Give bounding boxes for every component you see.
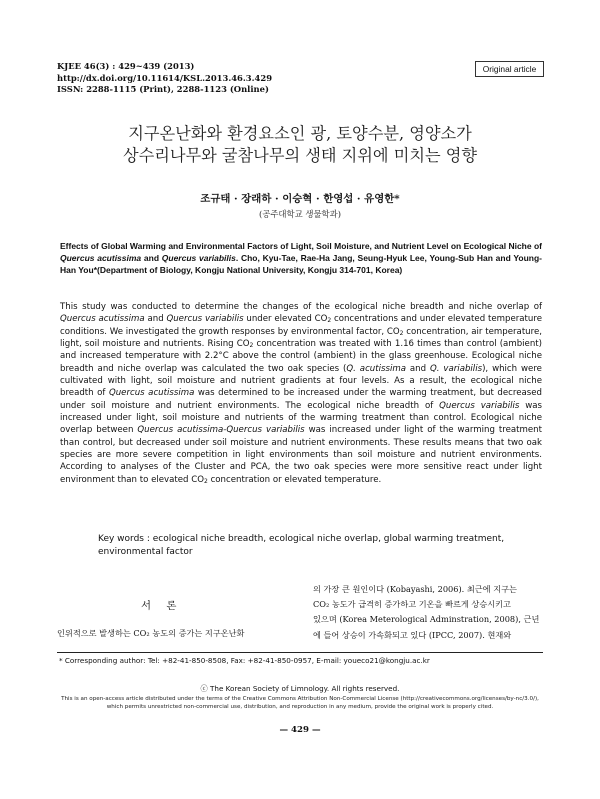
abstract xyxy=(60,301,542,486)
abstract-text: concentration was treated with 1.16 times than control (ambient) and increased temperature with 2.2°C above the control (ambient) in the glass greenhouse. Ecological niche breadth and niche overlap was calculated the two oak species ( xyxy=(60,339,542,374)
abstract-text: ), which were cultivated with light, soil moisture and nutrient gradients at four levels. As a result, the ecological niche breadth of xyxy=(60,363,542,399)
species-variabilis: Quercus variabilis xyxy=(161,253,236,264)
abstract-text: was increased under light of the warming treatment than control, but decreased under soil moisture and nutrient environments. These results means that two oak species are more severe competition in light environments than soil moisture and nutrient environments. According to analyses of the Cluster and PCA, the two oak species were more sensitive react under light environment than to elevated CO xyxy=(60,425,542,485)
abstract-text: concentrations and under elevated temperature conditions. We investigated the growth responses by environmental factor, CO xyxy=(60,314,542,337)
footnote-divider xyxy=(57,652,543,653)
license-line: This is an open-access article distributed under the terms of the Creative Commons Attribution Non-Commercial License (http://creativecommons.org/licenses/by-nc/3.0/), xyxy=(61,696,539,702)
license-notice xyxy=(40,695,560,711)
intro-left-column: 인위적으로 발생하는 CO₂ 농도의 증가는 지구온난화 xyxy=(57,628,245,638)
journal-volume: KJEE 46(3) : 429~439 (2013) xyxy=(57,61,195,71)
keywords-text: ecological niche breadth, ecological niche overlap, global warming treatment, environmental factor xyxy=(98,534,505,557)
english-citation-part1: Effects of Global Warming and Environmental Factors of Light, Soil Moisture, and Nutrient Level on Ecological Niche of xyxy=(60,241,542,251)
species-acutissima: Quercus acutissima xyxy=(60,253,142,264)
species-name: Q. variabilis xyxy=(430,363,483,374)
intro-right-column xyxy=(313,582,543,643)
abstract-text: and xyxy=(405,363,430,374)
abstract-text: under elevated CO xyxy=(243,314,328,325)
abstract-text: concentration, air temperature, light, soil moisture and nutrients. Rising CO xyxy=(60,326,542,350)
species-name: Quercus acutissima xyxy=(108,388,195,399)
abstract-text: was increased under light, soil moisture and nutrients of the warming treatment than control. Ecological niche overlap between xyxy=(60,400,543,436)
subscript: 2 xyxy=(249,342,254,350)
abstract-text: was determined to be increased under the warming treatment, but decreased under soil moisture and nutrient environments. The ecological niche breadth of xyxy=(60,388,543,411)
species-name: Q. acutissima xyxy=(346,363,406,374)
english-citation-and: and xyxy=(141,253,162,264)
species-name: Quercus variabilis xyxy=(439,400,520,411)
english-citation xyxy=(60,240,542,277)
subscript: 2 xyxy=(327,317,332,325)
korean-title xyxy=(30,123,570,167)
journal-meta xyxy=(57,61,272,96)
journal-doi[interactable]: http://dx.doi.org/10.11614/KSL.2013.46.3.429 xyxy=(57,72,273,83)
english-citation-part2: . Cho, Kyu-Tae, Rae-Ha Jang, Seung-Hyuk Lee, Young-Sub Han and Young-Han You*(Department of Biology, Kongju National University, Kongju 314-701, Korea) xyxy=(60,253,542,276)
abstract-text: This study was conducted to determine the changes of the ecological niche breadth and niche overlap of xyxy=(60,302,542,312)
species-name: Quercus variabilis xyxy=(166,314,244,325)
subscript: 2 xyxy=(204,477,208,485)
abstract-text: and xyxy=(144,314,167,325)
abstract-text: concentration or elevated temperature. xyxy=(207,474,382,485)
journal-issn: ISSN: 2288-1115 (Print), 2288-1123 (Online) xyxy=(57,84,269,95)
affiliation: (공주대학교 생물학과) xyxy=(258,209,341,219)
section-heading-intro: 서 론 xyxy=(141,600,183,612)
keywords-block xyxy=(98,533,544,558)
intro-right-line: CO₂ 농도가 급격히 증가하고 기온을 빠르게 상승시키고 xyxy=(313,599,511,610)
species-name: Quercus acutissima xyxy=(60,314,145,325)
keywords-label: Key words : xyxy=(98,534,150,544)
article-type-badge: Original article xyxy=(475,61,544,77)
license-line: which permits unrestricted non-commercial use, distribution, and reproduction in any medium, provide the original work is properly cited. xyxy=(106,704,494,710)
page-number: — 429 — xyxy=(279,725,321,735)
intro-right-line: 의 가장 큰 원인이다 (Kobayashi, 2006). 최근에 지구는 xyxy=(313,584,517,594)
corresponding-author-footnote: * Corresponding author: Tel: +82-41-850-8508, Fax: +82-41-850-0957, E-mail: youeco21@kongju.ac.kr xyxy=(59,656,430,665)
title-line-1: 지구온난화와 환경요소인 광, 토양수분, 영양소가 xyxy=(128,124,472,143)
intro-right-line: 에 들어 상승이 가속화되고 있다 (IPCC, 2007). 현재와 xyxy=(313,629,512,640)
intro-right-line: 있으며 (Korea Meterological Adminstration, 2008), 근년 xyxy=(313,614,540,625)
copyright-notice: ⓒ The Korean Society of Limnology. All rights reserved. xyxy=(200,684,400,693)
title-line-2: 상수리나무와 굴참나무의 생태 지위에 미치는 영향 xyxy=(122,146,478,165)
subscript: 2 xyxy=(399,329,404,337)
authors: 조규태 · 장래하 · 이승혁 · 한영섭 · 유영한* xyxy=(200,193,400,205)
species-name: Quercus acutissima-Quercus variabilis xyxy=(137,425,305,436)
